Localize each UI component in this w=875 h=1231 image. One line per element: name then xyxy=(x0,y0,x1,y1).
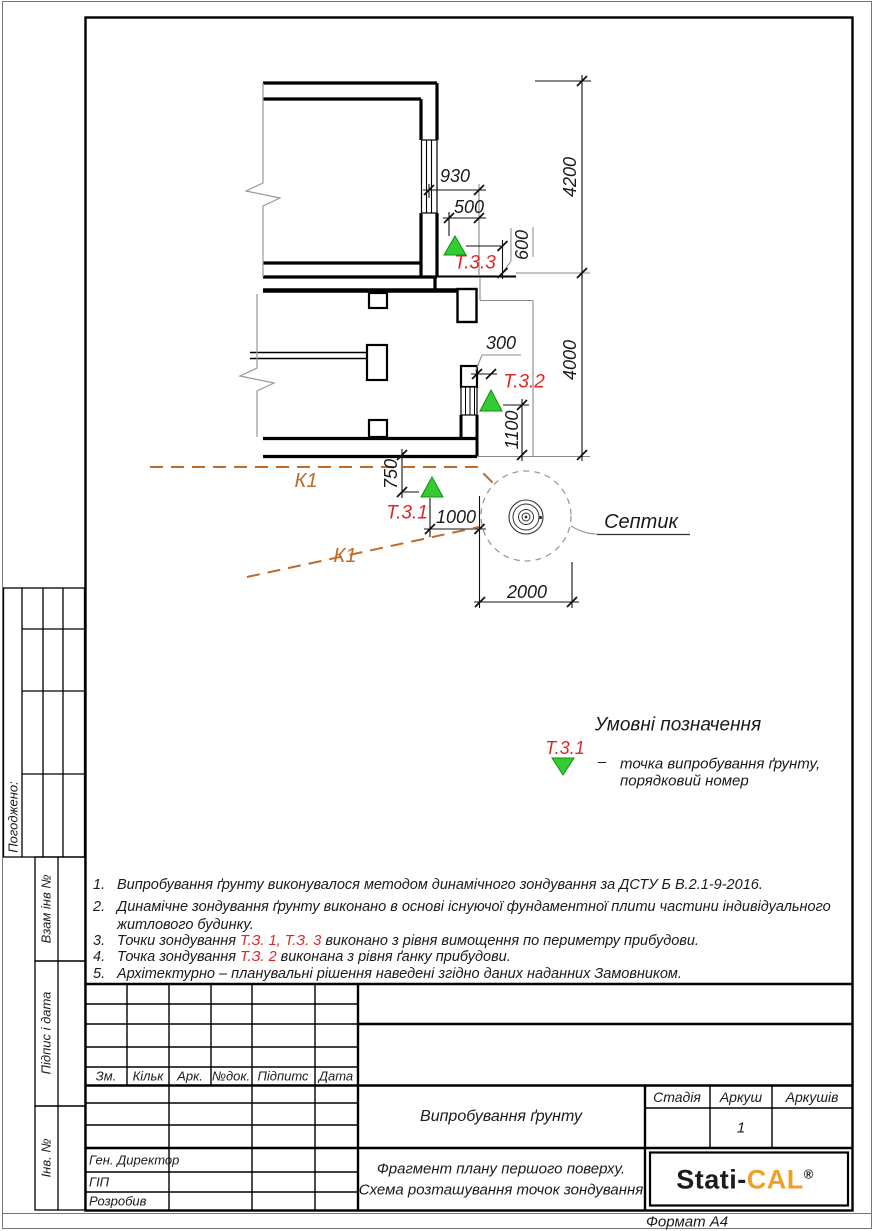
stamp-sheet-label: Аркуш xyxy=(719,1089,763,1105)
legend-point-label: Т.3.1 xyxy=(545,738,585,758)
stamp-role-director: Ген. Директор xyxy=(89,1152,180,1168)
note-2-cont: житлового будинку. xyxy=(117,917,254,933)
label-point-t31: Т.3.1 xyxy=(386,502,428,524)
dim-4000: 4000 xyxy=(560,339,580,381)
soil-point-t31-icon xyxy=(421,477,443,497)
porch-outline xyxy=(477,184,590,457)
stamp-col-doc: №док. xyxy=(211,1068,251,1084)
dim-500: 500 xyxy=(453,197,485,217)
sidebar-inv-label: Інв. № xyxy=(38,1138,54,1178)
note-2: 2. Динамічне зондування ґрунту виконано в основі існуючої фундаментної плити частини індивідуального xyxy=(93,899,831,915)
stamp-sheet-name-2: Схема розташування точок зондування xyxy=(358,1181,644,1199)
sidebar-approved-label: Погоджено: xyxy=(5,781,21,853)
dim-600: 600 xyxy=(512,229,532,261)
break-lines xyxy=(240,83,280,437)
dim-300: 300 xyxy=(485,333,517,353)
legend-dash: – xyxy=(597,753,607,771)
stamp-col-kilk: Кільк xyxy=(132,1068,164,1084)
sidebar-signdate-label: Підпис і дата xyxy=(38,991,54,1075)
stamp-role-developer: Розробив xyxy=(89,1193,147,1209)
stamp-stage-label: Стадія xyxy=(653,1089,701,1105)
dim-2000: 2000 xyxy=(506,582,548,602)
stamp-sheet-name-1: Фрагмент плану першого поверху. xyxy=(376,1160,626,1178)
legend-title: Умовні позначення xyxy=(594,714,762,736)
dim-1000: 1000 xyxy=(435,507,477,527)
dim-4200: 4200 xyxy=(560,156,580,198)
note-4: 4. Точка зондування Т.З. 2 виконана з рівня ґанку прибудови. xyxy=(93,949,511,965)
stamp-col-data: Дата xyxy=(318,1068,354,1084)
label-point-t33: Т.3.3 xyxy=(454,252,496,274)
stamp-sheet-number: 1 xyxy=(736,1119,746,1137)
company-logo: Stati-CAL® xyxy=(676,1164,814,1195)
note-1: 1. Випробування ґрунту виконувалося методом динамічного зондування за ДСТУ Б В.2.1-9-2016. xyxy=(93,877,763,893)
stamp-col-pidpys: Підпитс xyxy=(257,1068,309,1084)
format-label: Формат А4 xyxy=(646,1213,729,1231)
legend-point-icon xyxy=(552,758,574,775)
legend-desc-1: точка випробування ґрунту, xyxy=(620,755,821,773)
label-k1-upper: К1 xyxy=(294,470,318,492)
note-3: 3. Точки зондування Т.З. 1, Т.З. 3 виконано з рівня вимощення по периметру прибудови. xyxy=(93,933,699,949)
label-k1-lower: К1 xyxy=(333,545,357,567)
stamp-role-gip: ГІП xyxy=(89,1174,110,1190)
soil-point-t32-icon xyxy=(480,390,502,411)
dim-1100: 1100 xyxy=(502,410,522,450)
stamp-col-ark: Арк. xyxy=(177,1068,203,1084)
legend-desc-2: порядковий номер xyxy=(620,772,749,790)
soil-test-markers xyxy=(421,236,574,775)
label-septic: Септик xyxy=(604,511,678,533)
stamp-doc-title: Випробування ґрунту xyxy=(420,1108,582,1125)
stamp-sheets-label: Аркушів xyxy=(785,1089,839,1105)
stamp-col-zm: Зм. xyxy=(95,1068,117,1084)
sidebar-vzam-label: Взам інв № xyxy=(38,874,54,944)
dim-750: 750 xyxy=(381,458,401,490)
note-5: 5. Архітектурно – планувальні рішення наведені згідно даних наданних Замовником. xyxy=(93,966,682,982)
dim-930: 930 xyxy=(439,166,471,186)
label-point-t32: Т.3.2 xyxy=(503,371,545,393)
